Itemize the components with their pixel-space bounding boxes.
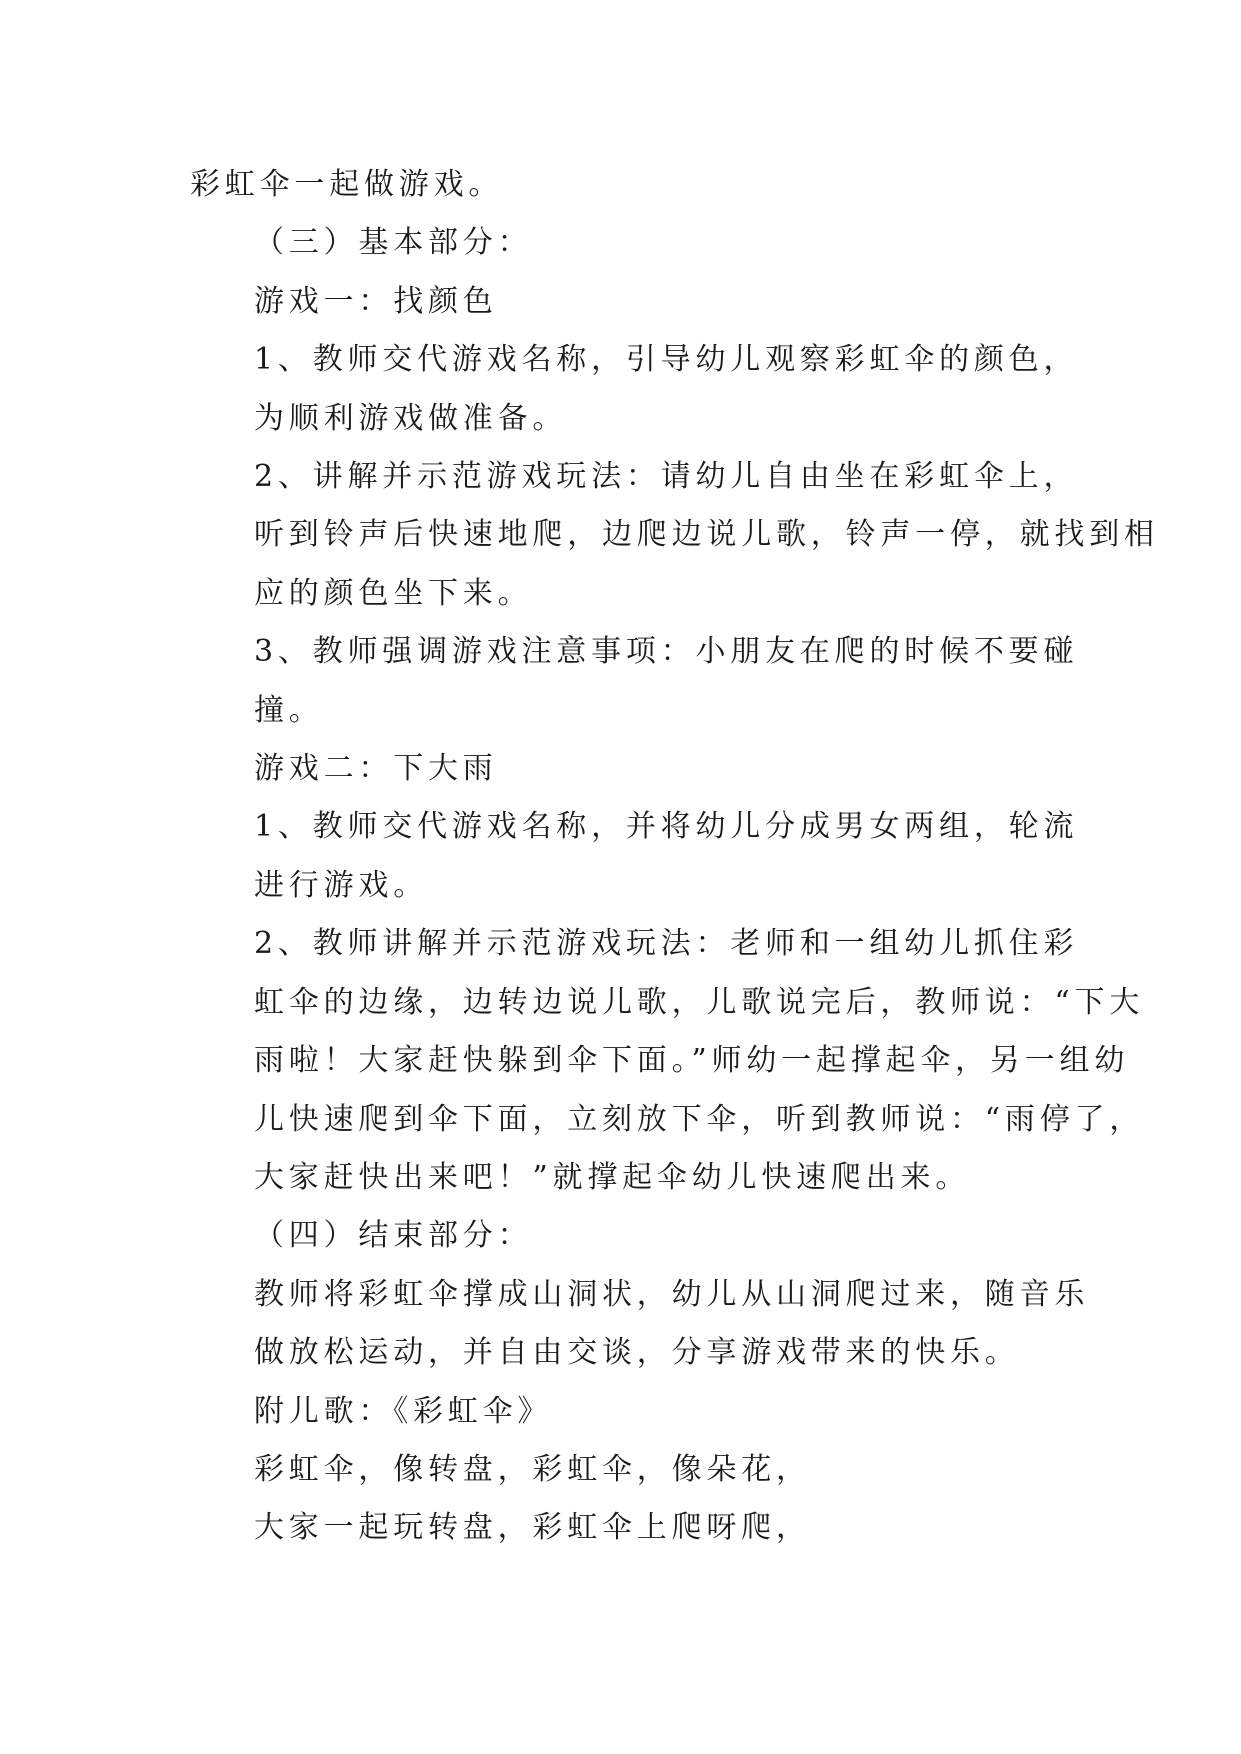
text-line: 1、教师交代游戏名称，引导幼儿观察彩虹伞的颜色， — [254, 342, 1079, 378]
paragraph — [190, 1266, 1090, 1383]
paragraph — [190, 798, 1079, 915]
paragraph — [190, 1441, 1052, 1499]
paragraph — [190, 1383, 1052, 1441]
paragraph — [190, 740, 1052, 798]
text-line: （三）基本部分： — [254, 225, 533, 261]
text-line: 彩虹伞，像转盘，彩虹伞，像朵花， — [254, 1451, 811, 1487]
text-line: 教师将彩虹伞撑成山洞状，幼儿从山洞爬过来，随音乐 — [254, 1276, 1090, 1312]
paragraph — [190, 331, 1079, 448]
text-line: 虹伞的边缘，边转边说儿歌，儿歌说完后，教师说：“下大 — [254, 984, 1145, 1020]
text-line: 应的颜色坐下来。 — [254, 575, 533, 611]
text-line: 附儿歌：《彩虹伞》 — [254, 1393, 553, 1429]
text-line: 儿快速爬到伞下面，立刻放下伞，听到教师说：“雨停了， — [254, 1101, 1145, 1137]
paragraph — [190, 214, 1052, 272]
text-line: 2、教师讲解并示范游戏玩法：老师和一组幼儿抓住彩 — [254, 926, 1079, 962]
text-line: 大家赶快出来吧！”就撑起伞幼儿快速爬出来。 — [254, 1159, 971, 1195]
text-line: 游戏一：找颜色 — [254, 283, 498, 319]
text-line: 1、教师交代游戏名称，并将幼儿分成男女两组，轮流 — [254, 809, 1079, 845]
text-line: 进行游戏。 — [254, 867, 428, 903]
text-line: 大家一起玩转盘，彩虹伞上爬呀爬， — [254, 1510, 811, 1546]
text-line: 游戏二：下大雨 — [254, 751, 498, 787]
text-line: 听到铃声后快速地爬，边爬边说儿歌，铃声一停，就找到相 — [254, 517, 1159, 553]
text-line: 彩虹伞一起做游戏。 — [190, 167, 504, 202]
text-line: 做放松运动，并自由交谈，分享游戏带来的快乐。 — [254, 1335, 1020, 1371]
paragraph — [190, 1207, 1052, 1265]
text-line: 2、讲解并示范游戏玩法：请幼儿自由坐在彩虹伞上， — [254, 459, 1079, 495]
text-line: 3、教师强调游戏注意事项：小朋友在爬的时候不要碰 — [254, 634, 1079, 670]
document-body — [190, 156, 1159, 1558]
paragraph — [190, 156, 1052, 214]
text-line: 为顺利游戏做准备。 — [254, 400, 568, 436]
text-line: 雨啦！大家赶快躲到伞下面。”师幼一起撑起伞，另一组幼 — [254, 1043, 1130, 1079]
paragraph — [190, 273, 1052, 331]
paragraph — [190, 623, 1079, 740]
paragraph — [190, 448, 1159, 623]
text-line: 撞。 — [254, 692, 324, 728]
paragraph — [190, 1499, 1052, 1557]
paragraph — [190, 915, 1145, 1207]
text-line: （四）结束部分： — [254, 1218, 533, 1254]
